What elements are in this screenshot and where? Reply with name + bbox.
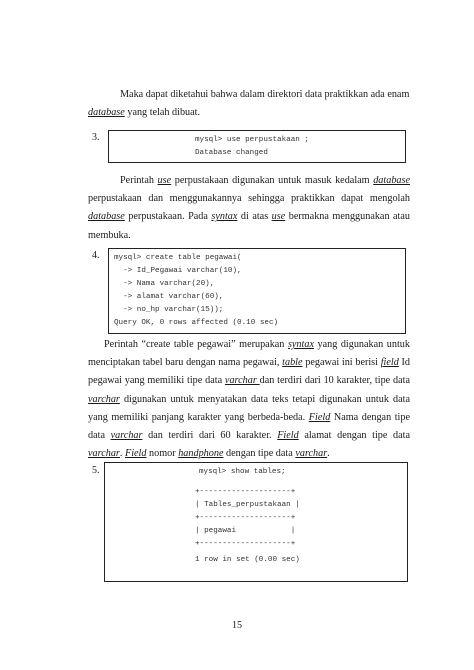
text-run: Perintah “create table pegawai” merupakan xyxy=(104,339,288,350)
text-run: di atas xyxy=(237,211,272,223)
text-run: perpustakaan. Pada xyxy=(124,211,212,223)
term-use: use xyxy=(157,175,172,186)
code-line: mysql> show tables; xyxy=(199,468,286,476)
paragraph-use-explanation xyxy=(88,172,410,245)
code-line: -> alamat varchar(60), xyxy=(114,293,224,301)
code-line: 1 row in set (0.00 sec) xyxy=(195,556,300,564)
code-line: -> Nama varchar(20), xyxy=(114,280,215,288)
term-varchar: varchar xyxy=(295,448,328,460)
intro-line-1: Maka dapat diketahui bahwa dalam direktori data praktikkan ada enam xyxy=(120,89,410,100)
term-varchar: varchar xyxy=(110,430,143,442)
table-border-line: +--------------------+ xyxy=(195,488,296,496)
term-varchar: varchar xyxy=(224,375,260,387)
code-line: mysql> create table pegawai( xyxy=(114,254,242,262)
term-database: database xyxy=(373,175,410,186)
code-box-step-3 xyxy=(108,130,406,163)
table-row: | pegawai | xyxy=(195,527,296,535)
term-field: Field xyxy=(277,430,299,442)
term-varchar: varchar xyxy=(88,393,120,405)
term-handphone: handphone xyxy=(178,448,224,460)
text-run: Nama dengan tipe data xyxy=(88,411,410,442)
page-number: 15 xyxy=(232,620,242,631)
code-line: -> Id_Pegawai varchar(10), xyxy=(114,267,242,275)
text-run: digunakan untuk menyatakan data teks tetapi digunakan untuk data yang memiliki panjang karakter yang berbeda-beda. xyxy=(88,393,410,423)
paragraph-intro xyxy=(88,86,410,122)
step-number-3: 3. xyxy=(92,132,100,143)
text-run: pegawai ini berisi xyxy=(302,357,381,369)
intro-line-2-text: yang telah dibuat. xyxy=(124,107,201,119)
table-border-line: +--------------------+ xyxy=(195,514,296,522)
text-run: yang digunakan untuk menciptakan tabel baru dengan nama pegawai, xyxy=(88,339,410,369)
text-run: Perintah xyxy=(120,175,158,186)
term-varchar: varchar xyxy=(88,448,120,460)
term-field: Field xyxy=(124,448,147,460)
text-run: dan terdiri dari 60 karakter. xyxy=(142,430,278,442)
step-number-4: 4. xyxy=(92,250,100,261)
code-box-step-5 xyxy=(104,462,408,582)
step-number-5: 5. xyxy=(92,465,100,476)
table-border-line: +--------------------+ xyxy=(195,540,296,548)
text-run: . xyxy=(119,448,125,460)
code-line: -> no_hp varchar(15)); xyxy=(114,306,224,314)
term-database: database xyxy=(88,107,125,119)
text-run: alamat dengan tipe data xyxy=(298,430,411,442)
text-run: Id pegawai yang memiliki tipe data xyxy=(88,357,410,387)
term-database: database xyxy=(88,211,125,223)
term-syntax: syntax xyxy=(287,339,314,350)
text-run: . xyxy=(327,448,330,460)
text-run: perpustakaan dan menggunakannya sehingga praktikkan dapat mengolah xyxy=(88,193,410,205)
text-run: dengan tipe data xyxy=(223,448,296,460)
intro-line-2 xyxy=(88,104,410,122)
term-syntax: syntax xyxy=(211,211,238,223)
text-run: nomor xyxy=(146,448,179,460)
term-field: field xyxy=(380,357,399,369)
code-line: mysql> use perpustakaan ; xyxy=(195,136,309,144)
paragraph-create-table-explanation xyxy=(88,336,410,463)
term-field: Field xyxy=(308,411,331,423)
term-table: table xyxy=(282,357,303,369)
code-box-step-4 xyxy=(108,248,406,334)
text-run: perpustakaan digunakan untuk masuk kedalam xyxy=(171,175,374,186)
term-use: use xyxy=(271,211,286,223)
text-run: dan terdiri dari 10 karakter, tipe data xyxy=(259,375,410,387)
code-line: Database changed xyxy=(195,149,268,157)
table-header-row: | Tables_perpustakaan | xyxy=(195,501,300,509)
code-line: Query OK, 0 rows affected (0.10 sec) xyxy=(114,319,279,327)
text-run: bermakna menggunakan atau membuka. xyxy=(88,211,411,241)
